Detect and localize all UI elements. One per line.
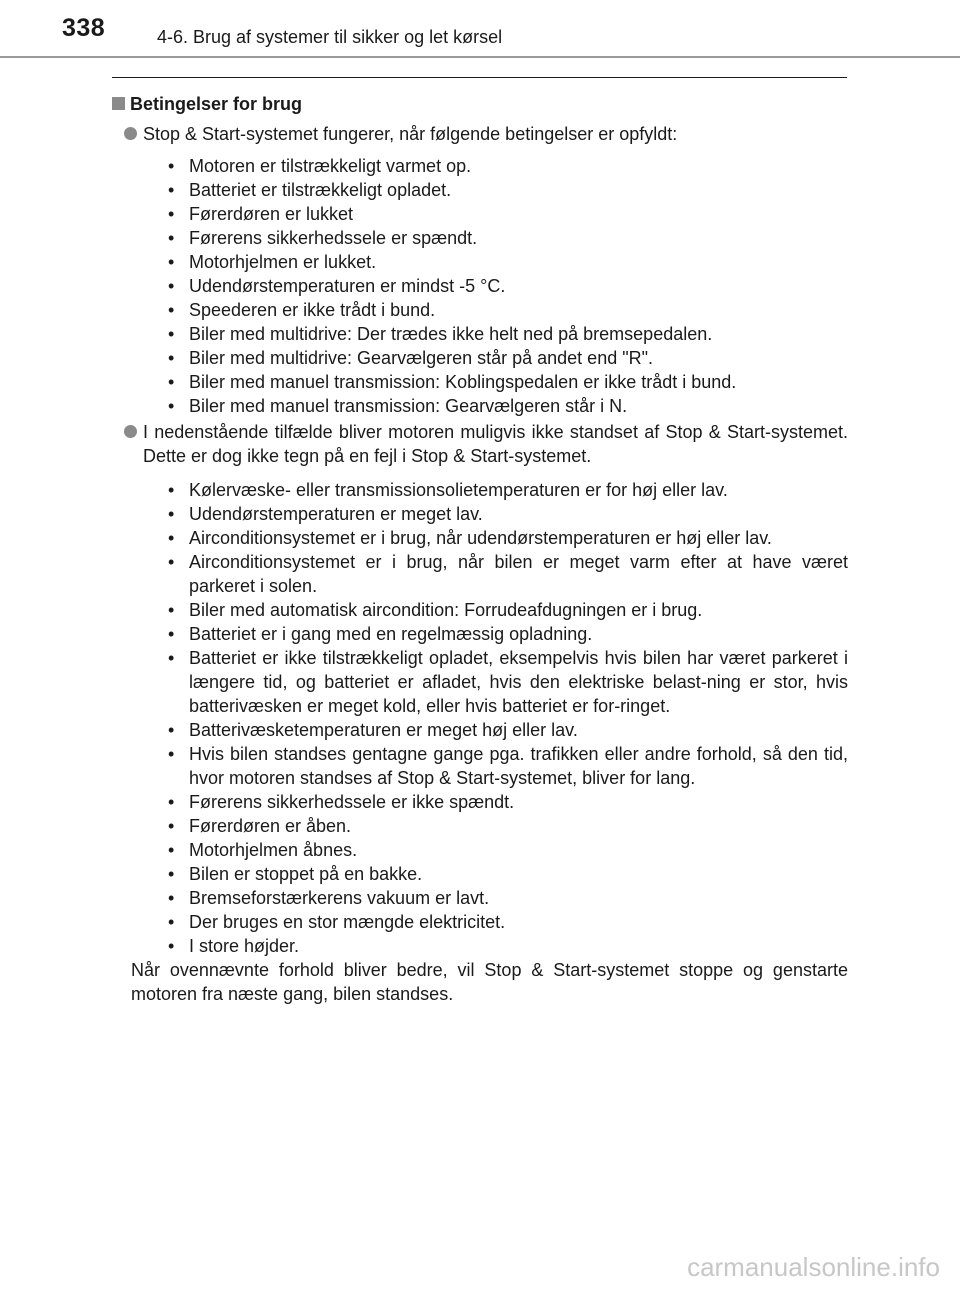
list-item: • I store højder.	[168, 934, 848, 958]
list-item: • Bremseforstærkerens vakuum er lavt.	[168, 886, 848, 910]
list-item: • Batteriet er tilstrækkeligt opladet.	[168, 178, 848, 202]
list-item: • Airconditionsystemet er i brug, når bilen er meget varm efter at have været parkeret i solen.	[168, 550, 848, 598]
list-item: • Motoren er tilstrækkeligt varmet op.	[168, 154, 848, 178]
page-header	[0, 0, 960, 58]
footer-watermark: carmanualsonline.info	[687, 1252, 940, 1282]
list-item: • Motorhjelmen åbnes.	[168, 838, 848, 862]
section-heading	[112, 92, 848, 116]
square-bullet-icon	[112, 97, 125, 110]
content-top-rule	[112, 77, 847, 78]
condition-text-2: I nedenstående tilfælde bliver motoren muligvis ikke standset af Stop & Start-systemet. Dette er dog ikke tegn på en fejl i Stop & Start-systemet.	[143, 422, 848, 466]
condition-paragraph-1	[112, 122, 848, 146]
list-item: • Batteriet er i gang med en regelmæssig opladning.	[168, 622, 848, 646]
circle-bullet-icon	[124, 127, 137, 140]
list-item: • Der bruges en stor mængde elektricitet.	[168, 910, 848, 934]
list-item: • Førerens sikkerhedssele er ikke spændt.	[168, 790, 848, 814]
list-item: • Førerdøren er åben.	[168, 814, 848, 838]
list-item: • Batterivæsketemperaturen er meget høj eller lav.	[168, 718, 848, 742]
list-item: • Biler med automatisk aircondition: Forrudeafdugningen er i brug.	[168, 598, 848, 622]
condition-paragraph-2	[112, 420, 848, 468]
list-item: • Udendørstemperaturen er meget lav.	[168, 502, 848, 526]
list-item: • Førerdøren er lukket	[168, 202, 848, 226]
list-item: • Udendørstemperaturen er mindst -5 °C.	[168, 274, 848, 298]
list-item: • Biler med manuel transmission: Gearvælgeren står i N.	[168, 394, 848, 418]
section-heading-text: Betingelser for brug	[130, 94, 303, 114]
list-item: • Førerens sikkerhedssele er spændt.	[168, 226, 848, 250]
list-item: • Biler med multidrive: Gearvælgeren står på andet end "R".	[168, 346, 848, 370]
condition-text-1: Stop & Start-systemet fungerer, når følgende betingelser er opfyldt:	[143, 124, 678, 144]
list-item: • Biler med manuel transmission: Koblingspedalen er ikke trådt i bund.	[168, 370, 848, 394]
list-item: • Motorhjelmen er lukket.	[168, 250, 848, 274]
list-item: • Speederen er ikke trådt i bund.	[168, 298, 848, 322]
header-divider	[0, 56, 960, 58]
list-item: • Hvis bilen standses gentagne gange pga. trafikken eller andre forhold, så den tid, hvor motoren standses af Stop & Start-systemet, bliver for lang.	[168, 742, 848, 790]
list-item: • Bilen er stoppet på en bakke.	[168, 862, 848, 886]
section-title: 4-6. Brug af systemer til sikker og let kørsel	[157, 27, 503, 47]
list-item: • Batteriet er ikke tilstrækkeligt opladet, eksempelvis hvis bilen har været parkeret i længere tid, og batteriet er afladet, hvis den elektriske belast-ning er stor, hvis batterivæsken er meget kold, eller hvis batteriet er for-ringet.	[168, 646, 848, 718]
page-number: 338	[62, 14, 106, 42]
condition-list-2	[112, 478, 848, 958]
list-item: • Biler med multidrive: Der trædes ikke helt ned på bremsepedalen.	[168, 322, 848, 346]
main-content	[112, 92, 848, 1006]
list-item: • Airconditionsystemet er i brug, når udendørstemperaturen er høj eller lav.	[168, 526, 848, 550]
list-item: • Kølervæske- eller transmissionsolietemperaturen er for høj eller lav.	[168, 478, 848, 502]
condition-list-1	[112, 154, 848, 418]
circle-bullet-icon	[124, 425, 137, 438]
closing-paragraph: Når ovennævnte forhold bliver bedre, vil Stop & Start-systemet stoppe og genstarte motoren fra næste gang, bilen standses.	[131, 960, 848, 1004]
